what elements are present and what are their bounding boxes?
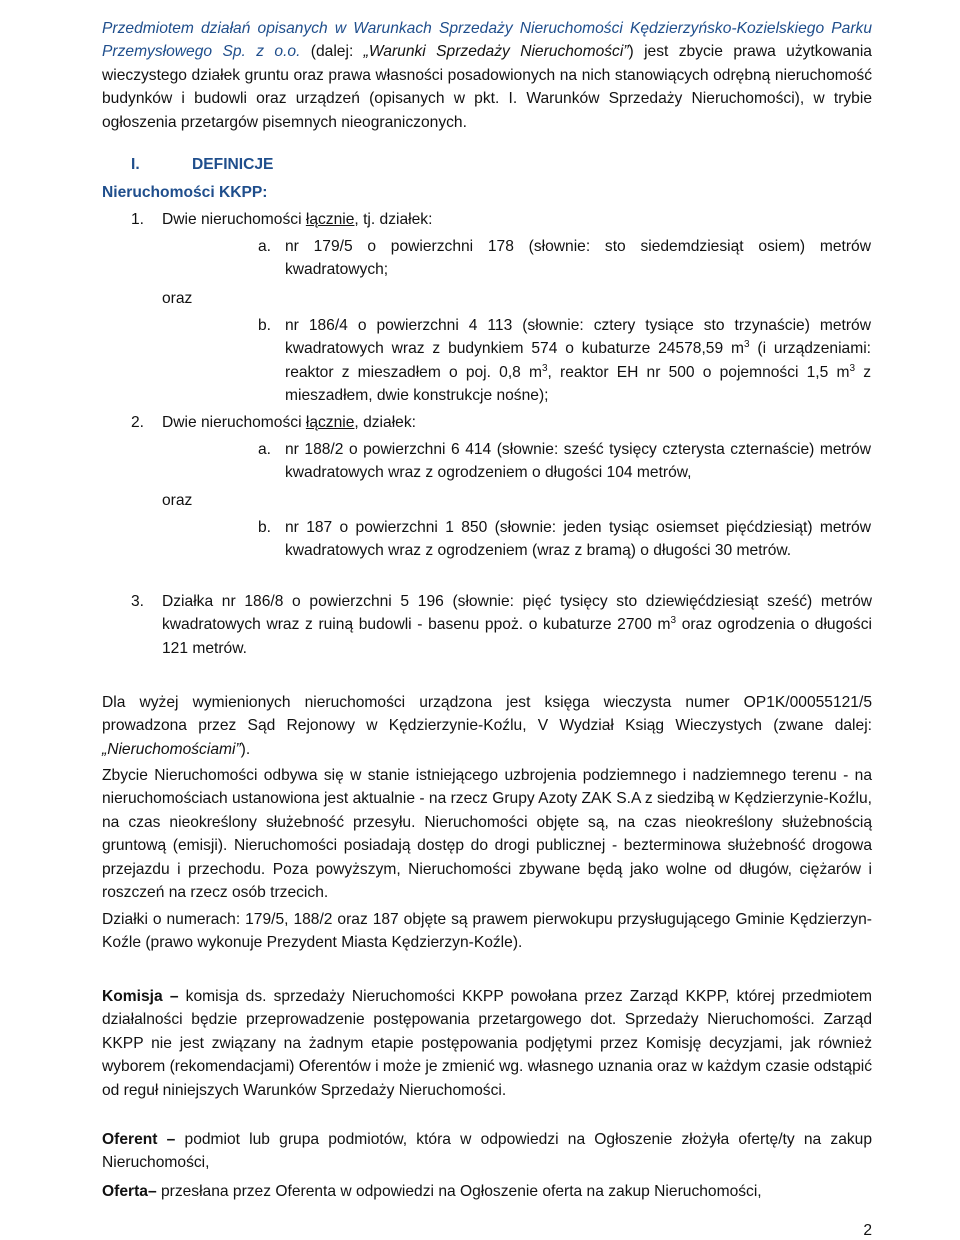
item-2-heading: Dwie nieruchomości łącznie, działek:: [162, 414, 416, 431]
item-2b-letter: b.: [258, 519, 272, 536]
oraz-label-2: oraz: [162, 492, 193, 509]
definition-oferta: Oferta– przesłana przez Oferenta w odpowiedzi na Ogłoszenie oferta na zakup Nieruchomości,: [102, 1183, 762, 1200]
intro-conditions-name: „Warunki Sprzedaży Nieruchomości”: [363, 43, 629, 61]
item-1a-text: nr 179/5 o powierzchni 178 (słownie: sto siedemdziesiąt osiem) metrów kwadratowych;: [285, 238, 871, 279]
item-2a-text: nr 188/2 o powierzchni 6 414 (słownie: sześć tysięcy czterysta czternaście) metrów kwadratowych wraz z ogrodzeniem o długości 104 metrów,: [285, 441, 871, 482]
section-subtitle: Nieruchomości KKPP:: [102, 184, 268, 201]
item-2a-letter: a.: [258, 441, 272, 458]
oraz-label-1: oraz: [162, 290, 193, 307]
intro-company-name: Przedmiotem działań opisanych w Warunkach Sprzedaży Nieruchomości Kędzierzyńsko-Kozielskiego Parku Przemysłowego Sp. z o.o.: [102, 20, 872, 61]
item-1-number: 1.: [131, 211, 145, 228]
land-register-paragraph: Dla wyżej wymienionych nieruchomości urządzona jest księga wieczysta numer OP1K/00055121/5 prowadzona przez Sąd Rejonowy w Kędzierzynie-Koźlu, V Wydział Ksiąg Wieczystych (zwane dalej: „Nieruchomościami”).: [102, 694, 872, 758]
term-oferent: Oferent: [102, 1131, 158, 1148]
preemption-paragraph: Działki o numerach: 179/5, 188/2 oraz 187 objęte są prawem pierwokupu przysługującego Gminie Kędzierzyn-Koźle (prawo wykonuje Prezydent Miasta Kędzierzyn-Koźle).: [102, 911, 872, 952]
item-1b-text: nr 186/4 o powierzchni 4 113 (słownie: cztery tysiące sto trzynaście) metrów kwadratowych wraz z budynkiem 574 o kubaturze 24578,59 $m^3$ (i urządzeniami: reaktor z mieszadłem o poj. 0,8 $m^3$, reaktor EH nr 500 o pojemności 1,5 $m^3$ z mieszadłem, dwie konstrukcje nośne);: [285, 317, 871, 405]
intro-paragraph: Przedmiotem działań opisanych w Warunkach Sprzedaży Nieruchomości Kędzierzyńsko-Kozielskiego Parku Przemysłowego Sp. z o.o. (dalej: „Warunki Sprzedaży Nieruchomości”) jest zbycie prawa użytkowania wieczystego działek gruntu oraz prawa własności posadowionych na nich stanowiących odrębną nieruchomość budynków i budowli oraz urządzeń (opisanych w pkt. I. Warunków Sprzedaży Nieruchomości), w trybie ogłoszenia przetargów pisemnych nieograniczonych.: [102, 20, 872, 131]
page-number: 2: [863, 1222, 872, 1239]
item-1a-letter: a.: [258, 238, 272, 255]
item-1-heading: Dwie nieruchomości łącznie, tj. działek:: [162, 211, 433, 228]
definition-oferent: Oferent – podmiot lub grupa podmiotów, która w odpowiedzi na Ogłoszenie złożyła ofertę/ty na zakup Nieruchomości,: [102, 1131, 873, 1172]
definition-komisja: Komisja – komisja ds. sprzedaży Nieruchomości KKPP powołana przez Zarząd KKPP, której przedmiotem działalności będzie przeprowadzenie postępowania przetargowego dot. Sprzedaży Nieruchomości. Zarząd KKPP nie jest związany na żadnym etapie postępowania podjętymi przez Komisję decyzjami, jak również wyborem (rekomendacjami) Oferentów i może je zmienić wg. własnego uznania oraz w każdym czasie odstąpić od reguł niniejszych Warunków Sprzedaży Nieruchomości.: [102, 988, 872, 1099]
section-title: DEFINICJE: [192, 156, 274, 173]
item-3-number: 3.: [131, 593, 145, 610]
easements-paragraph: Zbycie Nieruchomości odbywa się w stanie istniejącego uzbrojenia podziemnego i nadziemnego terenu - na nieruchomościach ustanowiona jest aktualnie - na rzecz Grupy Azoty ZAK S.A z siedzibą w Kędzierzynie-Koźlu, na czas nieokreślony służebność przesyłu. Nieruchomości objęte są, na czas nieokreślony służebnością gruntową (emisji). Nieruchomości posiadają dostęp do drogi publicznej - bezterminowa służebność drogowa przejazdu i przechodu. Poza powyższym, Nieruchomości zbywane będą jako wolne od długów, ciężarów i roszczeń na rzecz osób trzecich.: [102, 767, 872, 902]
term-oferta: Oferta: [102, 1183, 148, 1200]
item-1b-letter: b.: [258, 317, 272, 334]
section-numeral: I.: [131, 156, 140, 173]
item-3-text: Działka nr 186/8 o powierzchni 5 196 (słownie: pięć tysięcy sto dziewięćdziesiąt sześć) metrów kwadratowych wraz z ruiną budowli - basenu ppoż. o kubaturze 2700 $m^3$ oraz ogrodzenia o długości 121 metrów.: [162, 593, 872, 657]
term-komisja: Komisja: [102, 988, 163, 1005]
item-2-number: 2.: [131, 414, 145, 431]
item-2b-text: nr 187 o powierzchni 1 850 (słownie: jeden tysiąc osiemset pięćdziesiąt) metrów kwadratowych wraz z ogrodzeniem (wraz z bramą) o długości 30 metrów.: [285, 519, 871, 560]
